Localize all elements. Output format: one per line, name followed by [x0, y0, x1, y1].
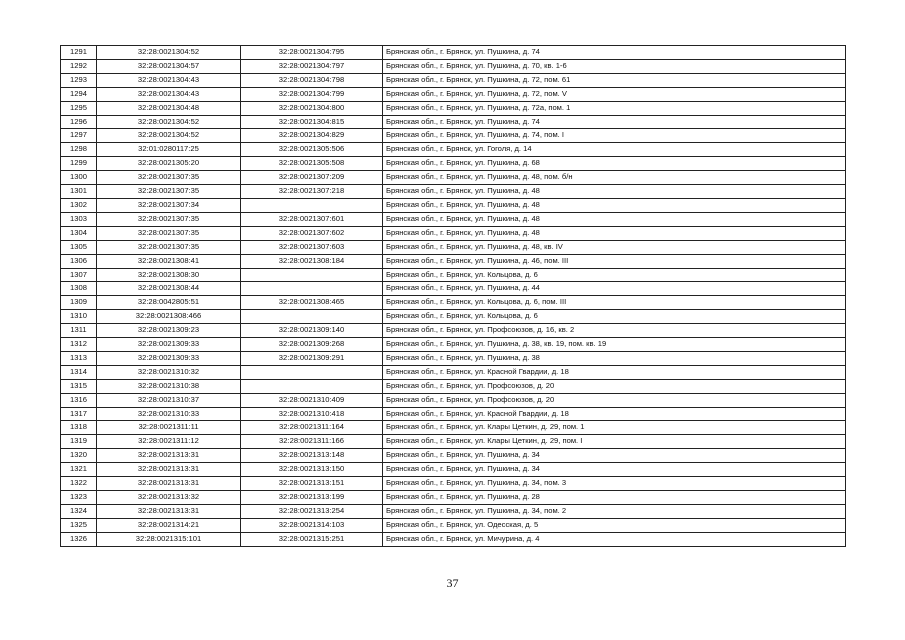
row-number-cell: 1298 — [61, 143, 97, 157]
cadastral-number-cell: 32:28:0021311:11 — [97, 421, 241, 435]
table-row — [61, 212, 846, 226]
object-cadastral-number-cell — [241, 198, 383, 212]
row-number-cell: 1320 — [61, 449, 97, 463]
table-row — [61, 407, 846, 421]
address-cell: Брянская обл., г. Брянск, ул. Пушкина, д. 48, кв. IV — [383, 240, 846, 254]
table-row — [61, 185, 846, 199]
object-cadastral-number-cell: 32:28:0021304:797 — [241, 59, 383, 73]
address-cell: Брянская обл., г. Брянск, ул. Одесская, д. 5 — [383, 518, 846, 532]
cadastral-number-cell: 32:28:0021315:101 — [97, 532, 241, 546]
table-row — [61, 46, 846, 60]
row-number-cell: 1316 — [61, 393, 97, 407]
registry-table-body — [61, 46, 846, 547]
row-number-cell: 1304 — [61, 226, 97, 240]
table-row — [61, 324, 846, 338]
row-number-cell: 1294 — [61, 87, 97, 101]
table-row — [61, 435, 846, 449]
cadastral-number-cell: 32:28:0021308:30 — [97, 268, 241, 282]
row-number-cell: 1310 — [61, 310, 97, 324]
cadastral-number-cell: 32:28:0021308:41 — [97, 254, 241, 268]
address-cell: Брянская обл., г. Брянск, ул. Гоголя, д. 14 — [383, 143, 846, 157]
row-number-cell: 1308 — [61, 282, 97, 296]
cadastral-number-cell: 32:01:0280117:25 — [97, 143, 241, 157]
cadastral-number-cell: 32:28:0021310:37 — [97, 393, 241, 407]
address-cell: Брянская обл., г. Брянск, ул. Пушкина, д. 48 — [383, 198, 846, 212]
address-cell: Брянская обл., г. Брянск, ул. Пушкина, д. 72, пом. V — [383, 87, 846, 101]
object-cadastral-number-cell — [241, 282, 383, 296]
row-number-cell: 1314 — [61, 365, 97, 379]
object-cadastral-number-cell: 32:28:0021311:164 — [241, 421, 383, 435]
address-cell: Брянская обл., г. Брянск, ул. Пушкина, д. 74 — [383, 46, 846, 60]
object-cadastral-number-cell: 32:28:0021304:800 — [241, 101, 383, 115]
table-row — [61, 87, 846, 101]
object-cadastral-number-cell: 32:28:0021309:140 — [241, 324, 383, 338]
registry-table — [60, 45, 846, 547]
address-cell: Брянская обл., г. Брянск, ул. Пушкина, д. 70, кв. 1-6 — [383, 59, 846, 73]
table-row — [61, 115, 846, 129]
table-row — [61, 254, 846, 268]
table-row — [61, 338, 846, 352]
object-cadastral-number-cell: 32:28:0021313:148 — [241, 449, 383, 463]
cadastral-number-cell: 32:28:0021313:31 — [97, 504, 241, 518]
table-row — [61, 379, 846, 393]
address-cell: Брянская обл., г. Брянск, ул. Пушкина, д. 38 — [383, 351, 846, 365]
object-cadastral-number-cell: 32:28:0021313:199 — [241, 491, 383, 505]
address-cell: Брянская обл., г. Брянск, ул. Пушкина, д. 34, пом. 2 — [383, 504, 846, 518]
address-cell: Брянская обл., г. Брянск, ул. Пушкина, д. 34, пом. 3 — [383, 477, 846, 491]
row-number-cell: 1295 — [61, 101, 97, 115]
row-number-cell: 1296 — [61, 115, 97, 129]
object-cadastral-number-cell: 32:28:0021307:218 — [241, 185, 383, 199]
row-number-cell: 1317 — [61, 407, 97, 421]
row-number-cell: 1326 — [61, 532, 97, 546]
address-cell: Брянская обл., г. Брянск, ул. Пушкина, д. 34 — [383, 463, 846, 477]
table-row — [61, 143, 846, 157]
object-cadastral-number-cell: 32:28:0021309:268 — [241, 338, 383, 352]
row-number-cell: 1303 — [61, 212, 97, 226]
row-number-cell: 1293 — [61, 73, 97, 87]
table-row — [61, 532, 846, 546]
address-cell: Брянская обл., г. Брянск, ул. Пушкина, д. 74 — [383, 115, 846, 129]
table-row — [61, 198, 846, 212]
address-cell: Брянская обл., г. Брянск, ул. Пушкина, д. 72а, пом. 1 — [383, 101, 846, 115]
table-row — [61, 282, 846, 296]
row-number-cell: 1321 — [61, 463, 97, 477]
table-row — [61, 449, 846, 463]
address-cell: Брянская обл., г. Брянск, ул. Профсоюзов, д. 16, кв. 2 — [383, 324, 846, 338]
cadastral-number-cell: 32:28:0021313:31 — [97, 463, 241, 477]
address-cell: Брянская обл., г. Брянск, ул. Пушкина, д. 48 — [383, 212, 846, 226]
object-cadastral-number-cell: 32:28:0021304:798 — [241, 73, 383, 87]
table-row — [61, 73, 846, 87]
object-cadastral-number-cell: 32:28:0021304:829 — [241, 129, 383, 143]
cadastral-number-cell: 32:28:0021304:52 — [97, 115, 241, 129]
address-cell: Брянская обл., г. Брянск, ул. Пушкина, д. 46, пом. III — [383, 254, 846, 268]
table-row — [61, 393, 846, 407]
cadastral-number-cell: 32:28:0021307:35 — [97, 185, 241, 199]
table-row — [61, 477, 846, 491]
address-cell: Брянская обл., г. Брянск, ул. Пушкина, д. 44 — [383, 282, 846, 296]
address-cell: Брянская обл., г. Брянск, ул. Пушкина, д. 72, пом. 61 — [383, 73, 846, 87]
cadastral-number-cell: 32:28:0021310:32 — [97, 365, 241, 379]
row-number-cell: 1319 — [61, 435, 97, 449]
object-cadastral-number-cell: 32:28:0021305:508 — [241, 157, 383, 171]
table-row — [61, 491, 846, 505]
cadastral-number-cell: 32:28:0021313:31 — [97, 449, 241, 463]
object-cadastral-number-cell: 32:28:0021310:409 — [241, 393, 383, 407]
row-number-cell: 1309 — [61, 296, 97, 310]
object-cadastral-number-cell: 32:28:0021304:795 — [241, 46, 383, 60]
object-cadastral-number-cell: 32:28:0021308:465 — [241, 296, 383, 310]
object-cadastral-number-cell: 32:28:0021315:251 — [241, 532, 383, 546]
address-cell: Брянская обл., г. Брянск, ул. Пушкина, д. 48 — [383, 185, 846, 199]
table-row — [61, 171, 846, 185]
object-cadastral-number-cell: 32:28:0021309:291 — [241, 351, 383, 365]
row-number-cell: 1299 — [61, 157, 97, 171]
cadastral-number-cell: 32:28:0021309:23 — [97, 324, 241, 338]
object-cadastral-number-cell — [241, 365, 383, 379]
address-cell: Брянская обл., г. Брянск, ул. Красной Гвардии, д. 18 — [383, 365, 846, 379]
cadastral-number-cell: 32:28:0021307:34 — [97, 198, 241, 212]
row-number-cell: 1292 — [61, 59, 97, 73]
row-number-cell: 1325 — [61, 518, 97, 532]
table-row — [61, 518, 846, 532]
row-number-cell: 1318 — [61, 421, 97, 435]
cadastral-number-cell: 32:28:0021314:21 — [97, 518, 241, 532]
row-number-cell: 1306 — [61, 254, 97, 268]
cadastral-number-cell: 32:28:0021309:33 — [97, 351, 241, 365]
row-number-cell: 1315 — [61, 379, 97, 393]
address-cell: Брянская обл., г. Брянск, ул. Пушкина, д. 74, пом. I — [383, 129, 846, 143]
table-row — [61, 226, 846, 240]
address-cell: Брянская обл., г. Брянск, ул. Пушкина, д. 28 — [383, 491, 846, 505]
object-cadastral-number-cell: 32:28:0021314:103 — [241, 518, 383, 532]
cadastral-number-cell: 32:28:0021304:48 — [97, 101, 241, 115]
address-cell: Брянская обл., г. Брянск, ул. Клары Цеткин, д. 29, пом. 1 — [383, 421, 846, 435]
table-row — [61, 157, 846, 171]
cadastral-number-cell: 32:28:0021311:12 — [97, 435, 241, 449]
address-cell: Брянская обл., г. Брянск, ул. Кольцова, д. 6 — [383, 268, 846, 282]
row-number-cell: 1322 — [61, 477, 97, 491]
row-number-cell: 1302 — [61, 198, 97, 212]
row-number-cell: 1301 — [61, 185, 97, 199]
table-row — [61, 310, 846, 324]
object-cadastral-number-cell: 32:28:0021307:603 — [241, 240, 383, 254]
row-number-cell: 1312 — [61, 338, 97, 352]
row-number-cell: 1305 — [61, 240, 97, 254]
cadastral-number-cell: 32:28:0021313:31 — [97, 477, 241, 491]
object-cadastral-number-cell: 32:28:0021304:815 — [241, 115, 383, 129]
object-cadastral-number-cell: 32:28:0021313:151 — [241, 477, 383, 491]
address-cell: Брянская обл., г. Брянск, ул. Пушкина, д. 48 — [383, 226, 846, 240]
cadastral-number-cell: 32:28:0021313:32 — [97, 491, 241, 505]
table-row — [61, 351, 846, 365]
address-cell: Брянская обл., г. Брянск, ул. Пушкина, д. 34 — [383, 449, 846, 463]
cadastral-number-cell: 32:28:0021307:35 — [97, 171, 241, 185]
address-cell: Брянская обл., г. Брянск, ул. Кольцова, д. 6, пом. III — [383, 296, 846, 310]
row-number-cell: 1311 — [61, 324, 97, 338]
row-number-cell: 1323 — [61, 491, 97, 505]
cadastral-number-cell: 32:28:0021304:52 — [97, 46, 241, 60]
table-row — [61, 421, 846, 435]
row-number-cell: 1291 — [61, 46, 97, 60]
object-cadastral-number-cell: 32:28:0021313:150 — [241, 463, 383, 477]
table-row — [61, 268, 846, 282]
table-row — [61, 296, 846, 310]
address-cell: Брянская обл., г. Брянск, ул. Мичурина, д. 4 — [383, 532, 846, 546]
cadastral-number-cell: 32:28:0021304:57 — [97, 59, 241, 73]
object-cadastral-number-cell: 32:28:0021307:601 — [241, 212, 383, 226]
row-number-cell: 1313 — [61, 351, 97, 365]
address-cell: Брянская обл., г. Брянск, ул. Профсоюзов, д. 20 — [383, 379, 846, 393]
cadastral-number-cell: 32:28:0021308:466 — [97, 310, 241, 324]
address-cell: Брянская обл., г. Брянск, ул. Кольцова, д. 6 — [383, 310, 846, 324]
object-cadastral-number-cell: 32:28:0021308:184 — [241, 254, 383, 268]
object-cadastral-number-cell: 32:28:0021313:254 — [241, 504, 383, 518]
address-cell: Брянская обл., г. Брянск, ул. Красной Гвардии, д. 18 — [383, 407, 846, 421]
address-cell: Брянская обл., г. Брянск, ул. Пушкина, д. 38, кв. 19, пом. кв. 19 — [383, 338, 846, 352]
object-cadastral-number-cell: 32:28:0021311:166 — [241, 435, 383, 449]
object-cadastral-number-cell — [241, 310, 383, 324]
cadastral-number-cell: 32:28:0021304:43 — [97, 87, 241, 101]
cadastral-number-cell: 32:28:0021307:35 — [97, 212, 241, 226]
cadastral-number-cell: 32:28:0021309:33 — [97, 338, 241, 352]
object-cadastral-number-cell — [241, 379, 383, 393]
object-cadastral-number-cell: 32:28:0021305:506 — [241, 143, 383, 157]
cadastral-number-cell: 32:28:0021304:43 — [97, 73, 241, 87]
page-number: 37 — [446, 576, 459, 590]
table-row — [61, 240, 846, 254]
address-cell: Брянская обл., г. Брянск, ул. Пушкина, д. 48, пом. б/н — [383, 171, 846, 185]
address-cell: Брянская обл., г. Брянск, ул. Клары Цеткин, д. 29, пом. I — [383, 435, 846, 449]
object-cadastral-number-cell: 32:28:0021304:799 — [241, 87, 383, 101]
object-cadastral-number-cell: 32:28:0021307:209 — [241, 171, 383, 185]
object-cadastral-number-cell: 32:28:0021310:418 — [241, 407, 383, 421]
row-number-cell: 1300 — [61, 171, 97, 185]
table-row — [61, 59, 846, 73]
cadastral-number-cell: 32:28:0021304:52 — [97, 129, 241, 143]
cadastral-number-cell: 32:28:0021310:33 — [97, 407, 241, 421]
object-cadastral-number-cell — [241, 268, 383, 282]
table-row — [61, 463, 846, 477]
cadastral-number-cell: 32:28:0021307:35 — [97, 226, 241, 240]
table-row — [61, 504, 846, 518]
cadastral-number-cell: 32:28:0021305:20 — [97, 157, 241, 171]
cadastral-number-cell: 32:28:0021310:38 — [97, 379, 241, 393]
row-number-cell: 1307 — [61, 268, 97, 282]
cadastral-number-cell: 32:28:0021307:35 — [97, 240, 241, 254]
object-cadastral-number-cell: 32:28:0021307:602 — [241, 226, 383, 240]
cadastral-number-cell: 32:28:0021308:44 — [97, 282, 241, 296]
address-cell: Брянская обл., г. Брянск, ул. Пушкина, д. 68 — [383, 157, 846, 171]
cadastral-number-cell: 32:28:0042805:51 — [97, 296, 241, 310]
table-row — [61, 129, 846, 143]
row-number-cell: 1324 — [61, 504, 97, 518]
row-number-cell: 1297 — [61, 129, 97, 143]
address-cell: Брянская обл., г. Брянск, ул. Профсоюзов, д. 20 — [383, 393, 846, 407]
table-row — [61, 365, 846, 379]
table-row — [61, 101, 846, 115]
